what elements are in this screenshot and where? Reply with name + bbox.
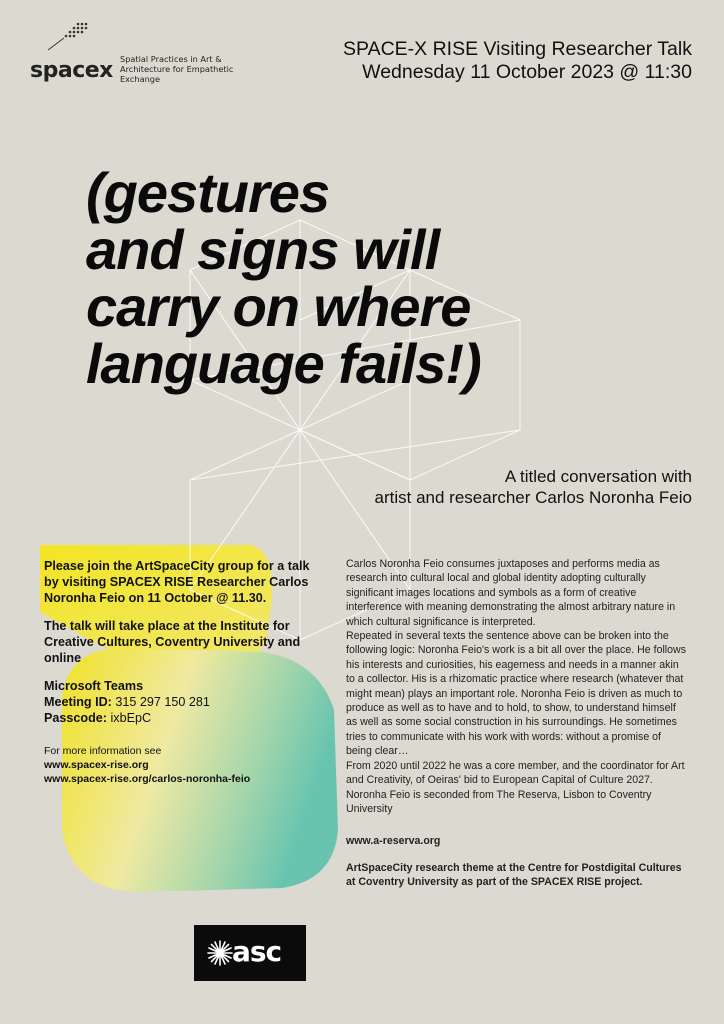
bio-paragraph: Noronha Feio is seconded from The Reserva, Lisbon to Coventry University [346,788,652,815]
artist-bio [346,557,686,890]
event-date: Wednesday 11 October 2023 @ 11:30 [362,61,692,83]
subtitle [375,466,692,508]
headline [86,161,706,395]
headline-line: (gestures [86,161,330,224]
venue-text: The talk will take place at the Institute for Creative Cultures, Coventry University and online [44,619,301,665]
bio-paragraph: Carlos Noronha Feio consumes juxtaposes and performs media as research into cultural local and global identity adopting culturally significant images locations and symbols as a form of creative interference with meaning demonstrating the almost arbitrary nature in which cultural significance is interpreted. [346,558,676,628]
passcode-value: ixbEpC [110,711,152,725]
headline-line: carry on where [86,275,471,338]
headline-line: and signs will [86,218,440,281]
spacex-logo [24,20,234,100]
event-title-line1: SPACE-X RISE Visiting Researcher Talk [343,38,692,60]
logo-wordmark: spacex [30,58,113,83]
subtitle-line1: A titled conversation with [504,467,692,486]
more-info [44,744,312,786]
meeting-id-label: Meeting ID: [44,695,112,709]
invite-text: Please join the ArtSpaceCity group for a talk by visiting SPACEX RISE Researcher Carlos Noronha Feio on 11 October @ 11.30. [44,559,310,605]
bio-paragraph: From 2020 until 2022 he was a core member, and the coordinator for Art and Creativity, of Oeiras' bid to European Capital of Culture 2027. [346,759,685,787]
event-title [343,38,692,84]
subtitle-line2: artist and researcher Carlos Noronha Feio [374,488,692,507]
credit-text: ArtSpaceCity research theme at the Centre for Postdigital Cultures at Coventry University as part of the SPACEX RISE project. [346,861,682,889]
event-details [44,558,312,786]
more-info-label: For more information see [44,745,162,757]
a-reserva-link[interactable]: www.a-reserva.org [346,835,441,848]
teams-title: Microsoft Teams [44,679,144,693]
asc-logo [194,925,306,981]
passcode-label: Passcode: [44,711,107,725]
asc-logo-text: asc [232,935,282,968]
teams-details [44,678,312,726]
headline-line: language fails!) [86,332,481,395]
logo-tagline: Spatial Practices in Art & Architecture for Empathetic Exchange [120,54,234,84]
bio-paragraph: Repeated in several texts the sentence above can be broken into the following logic: Noronha Feio's work is a bit all over the place. He follows his interests and curiosities, his eagerness and needs in a manner akin to a collector. His is a rhizomatic practice where research (whatever that might mean) plays an important role. Noronha Feio is driven as much to produce as well as to have and to hold, to show, to understand himself as well as some social construction in his surroundings. He sometimes tries to communicate with his work with words: without a promise of being clear… [346,630,687,758]
spacex-logo-mark-icon [46,20,90,54]
meeting-id-value: 315 297 150 281 [115,695,210,709]
spacex-rise-link[interactable]: www.spacex-rise.org [44,759,149,771]
carlos-noronha-feio-link[interactable]: www.spacex-rise.org/carlos-noronha-feio [44,773,251,785]
